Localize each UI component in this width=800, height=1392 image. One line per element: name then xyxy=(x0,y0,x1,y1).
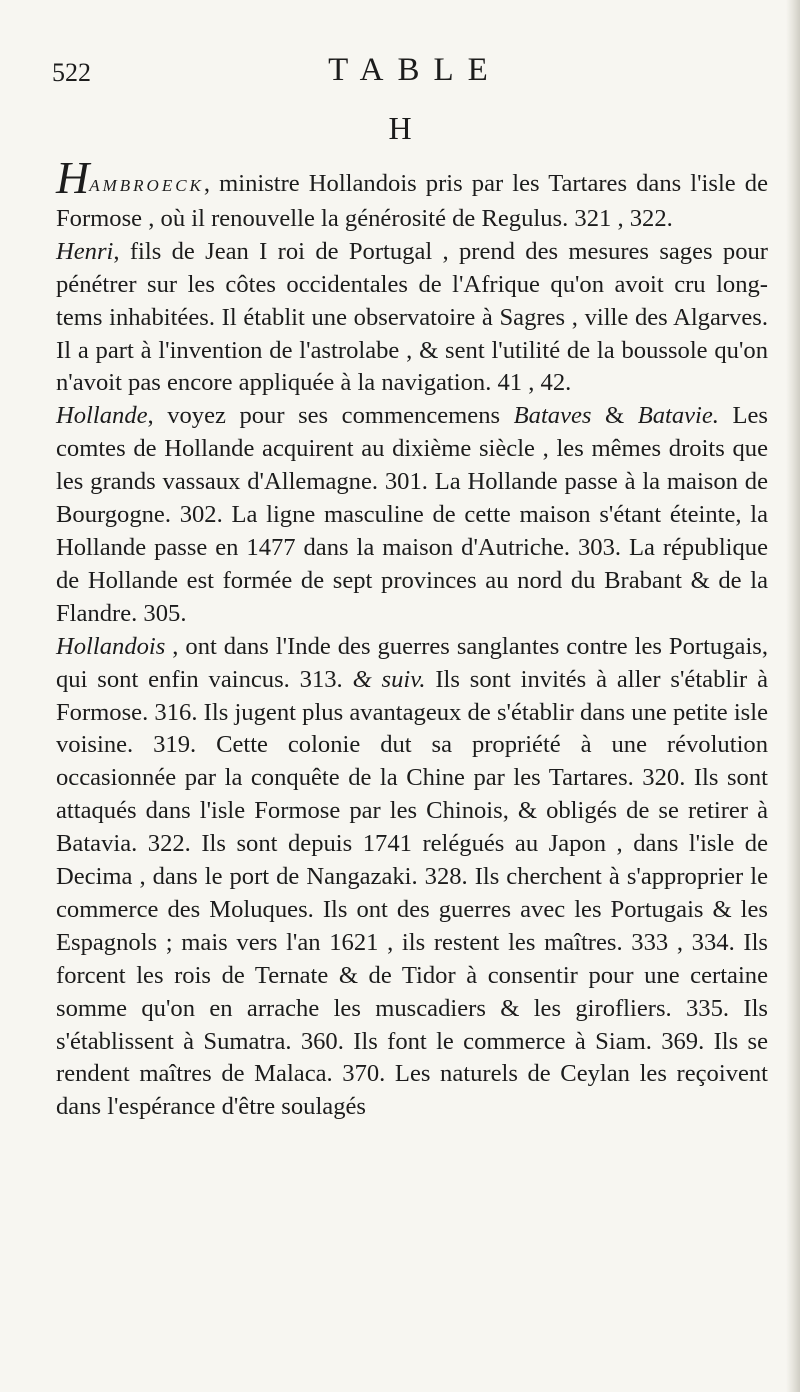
index-entry-hollande xyxy=(56,400,768,630)
cross-reference: & suiv. xyxy=(352,665,426,693)
entry-text: , voyez pour ses commencemens xyxy=(147,402,514,430)
index-entry-hambroeck xyxy=(56,152,768,236)
entry-headword: AMBROECK xyxy=(89,176,204,195)
cross-reference: Batavie. xyxy=(637,402,719,430)
page-edge xyxy=(786,0,800,1392)
entry-headword: Henri xyxy=(56,237,114,265)
page-number: 522 xyxy=(52,58,91,87)
entry-text: Ils sont invités à aller s'établir à Formose. 316. Ils jugent plus avantageux de s'établir dans une petite isle voisine. 319. Cette colonie dut sa propriété à une révolution occasionnée par la conquête de la Chine par les Tartares. 320. Ils sont attaqués dans l'isle Formose par les Chinois, & obligés de se retirer à Batavia. 322. Ils sont depuis 1741 relégués au Japon , dans l'isle de Decima , dans le port de Nangazaki. 328. Ils cherchent à s'approprier le commerce des Moluques. Ils ont des guerres avec les Portugais & les Espagnols ; mais vers l'an 1621 , ils restent les maîtres. 333 , 334. Ils forcent les rois de Ternate & de Tidor à consentir pour une certaine somme qu'on en arrache les muscadiers & les girofliers. 335. Ils s'établissent à Sumatra. 360. Ils font le commerce à Siam. 369. Ils se rendent maîtres de Malaca. 370. Les naturels de Ceylan les reçoivent dans l'espérance d'être soulagés xyxy=(56,665,769,1121)
entry-text: , ministre Hollandois pris par les Tartares dans l'isle de Formose , où il renouvelle la générosité de Regulus. 321 , 322. xyxy=(56,170,768,232)
index-entry-hollandois xyxy=(56,631,768,1125)
drop-cap: H xyxy=(56,152,90,203)
section-letter: H xyxy=(388,110,412,146)
entry-text: , fils de Jean I roi de Portugal , prend des mesures sages pour pénétrer sur les côtes occidentales de l'Afrique qu'on avoit cru long-tems inhabitées. Il établit une observatoire à Sagres , ville des Algarves. Il a part à l'invention de l'astrolabe , & sent l'utilité de la boussole qu'on n'avoit pas encore appliquée à la navigation. 41 , 42. xyxy=(56,237,768,397)
entry-text: Les comtes de Hollande acquirent au dixième siècle , les mêmes droits que les grands vassaux d'Allemagne. 301. La Hollande passe à la maison de Bourgogne. 302. La ligne masculine de cette maison s'étant éteinte, la Hollande passe en 1477 dans la maison d'Autriche. 303. La république de Hollande est formée de sept provinces au nord du Brabant & de la Flandre. 305. xyxy=(56,402,768,627)
index-entry-henri xyxy=(56,236,768,401)
cross-reference: Bataves xyxy=(513,402,592,430)
entry-headword: Hollande xyxy=(56,402,148,430)
running-title: TABLE xyxy=(328,52,502,88)
entry-text: , ont dans l'Inde des guerres sanglantes contre les Portugais, qui sont enfin vaincus. 313. xyxy=(56,632,768,693)
page-header xyxy=(50,52,750,102)
entry-text: & xyxy=(591,402,638,430)
entry-headword: Hollandois xyxy=(56,632,166,660)
index-entries xyxy=(56,152,769,1124)
